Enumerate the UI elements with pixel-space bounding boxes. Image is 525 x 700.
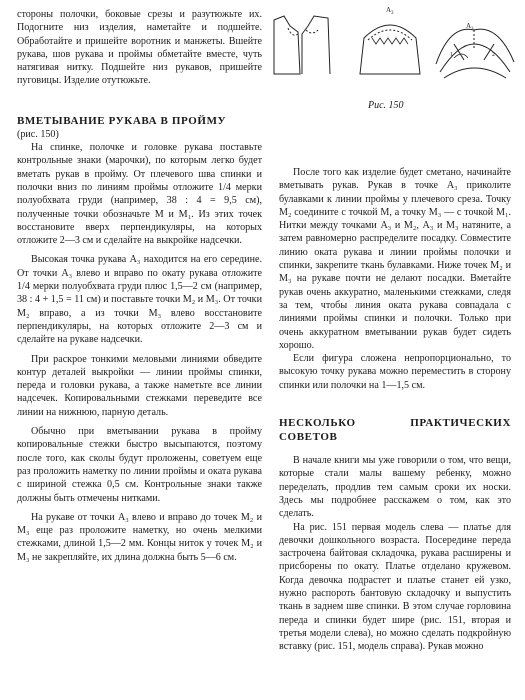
armhole-curve xyxy=(436,29,514,64)
section-subheading: (рис. 150) xyxy=(17,128,59,140)
body-paragraph: После того как изделие будет сметано, начинайте вметывать рукав. Рукав в точке А₃ приколите булавками к линии проймы у плечевого среза. Точку М₂ соедините с точкой М, а точку М₃ — с точкой М₁. Нитки между точками А₃ и М₂, А₃ и М₃ натяните, а затем равномерно распределите посадку. Совместите линию оката рукава и линии проймы полочки и спинки, закрепите ткань булавками. Ниже точек М₂ и М₃ на рукаве почти не делают посадки. Вметайте рукав очень аккуратно, маленькими стежками, следя за тем, чтобы линия оката рукава совпадала с линиями проймы спинки и полочки. Только при очень аккуратном вметывании рукав будет сидеть хорошо. xyxy=(279,167,511,351)
intro-paragraph: стороны полочки, боковые срезы и разутюжьте их. Подогните низ изделия, наметайте и подшейте. Обработайте и пришейте воротник и манжеты. Вшейте рукава, шов рукава и проймы обметайте вместе, чуть натягивая нитку. Подшейте низ рукавов, пришейте пуговицы. Изделие отутюжьте. xyxy=(17,9,262,87)
figure-label: 3 xyxy=(471,27,474,32)
figure-label: А xyxy=(466,22,472,30)
section-heading: ВМЕТЫВАНИЕ РУКАВА В ПРОЙМУ xyxy=(17,114,227,127)
figure-caption: Рис. 150 xyxy=(368,100,404,111)
body-paragraph: Если фигура сложена непропорционально, то высокую точку рукава можно переместить в сторону спинки или полочки на 1—1,5 см. xyxy=(279,353,511,391)
bodice-pattern-front xyxy=(302,16,330,74)
figure-label: 1 xyxy=(450,52,453,58)
figure-label: А xyxy=(386,6,392,14)
body-paragraph: Обычно при вметывании рукава в пройму копировальные стежки быстро высыпаются, поэтому после того, как сколы будут проложены, советуем еще раз проложить наметку по линии проймы и оката рукава с шириной стежка 0,5 см. Контрольные знаки также должны быть отмечены нитками. xyxy=(17,426,262,504)
sleeve-pattern xyxy=(360,25,420,74)
body-paragraph: В начале книги мы уже говорили о том, что вещи, которые стали малы вашему ребенку, можно переделать, продлив тем самым сроки их носки. Здесь мы подробнее расскажем о том, как это сделать. xyxy=(279,455,511,520)
section-heading: НЕСКОЛЬКО ПРАКТИЧЕСКИХ СОВЕТОВ xyxy=(279,417,511,444)
body-paragraph: На рукаве от точки А₃ влево и вправо до точек М₂ и М₃ еще раз проложите наметку, но очень мелкими стежками, длиной 1,5—2 мм. Концы ниток у точек М₂ и М₃ не закрепляйте, их длина должна быть 5—6 см. xyxy=(17,511,262,563)
body-paragraph: При раскрое тонкими меловыми линиями обведите контур деталей выкройки — линии проймы спинки, переда и головки рукава, а также наметьте все линии надсечек. Копировальными стежками переведите все линии на нижнюю, парную деталь. xyxy=(17,353,262,418)
figure-150-drawing xyxy=(268,4,518,99)
left-column xyxy=(17,8,262,564)
body-paragraph: На рис. 151 первая модель слева — платье для девочки дошкольного возраста. Посередине переда застрочена байтовая складочка, рукава расширены и присборены по окату. Платье отделано кружевом. Когда девочка подрастет и платье станет ей узко, нужно распороть бантовую складочку и выпустить ткань в заднем шве спинки. В этом случае горловина переда и спинки будет шире (рис. 151, вторая и третья модели слева), но можно сделать подкройную вставку (рис. 151, модель справа). Рукав можно xyxy=(279,521,511,653)
right-column xyxy=(279,166,511,654)
body-paragraph: Высокая точка рукава А₃ находится на его середине. От точки А₃ влево и вправо по окату рукава отложите 1/4 мерки полуобхвата груди плюс 1,5—2 см (например, 38 : 4 + 1,5 = 11 см) и поставьте точки М₂ и М₃. От точки М₂ вправо, а из точки М₃ влево восстановите перпендикуляры, на которых отложите 2—3 см и сделайте на рукаве надсечки. xyxy=(17,254,262,346)
figure-label: 3 xyxy=(391,11,394,16)
figure-label: 2 xyxy=(492,52,495,58)
body-paragraph: На спинке, полочке и головке рукава поставьте контрольные знаки (марочки), по которым легко будет вметать рукав в пройму. От плечевого шва спинки и полочки вниз по линиям проймы отложите 1/4 мерки полуобхвата груди (например, 38 : 4 = 9,5 см), полученные точки обозначьте М и М₁. Из этих точек восстановите вверх перпендикуляры, на которых отложите 2—3 см и сделайте на выкройке надсечки. xyxy=(17,142,262,247)
bodice-pattern-back xyxy=(274,16,300,74)
